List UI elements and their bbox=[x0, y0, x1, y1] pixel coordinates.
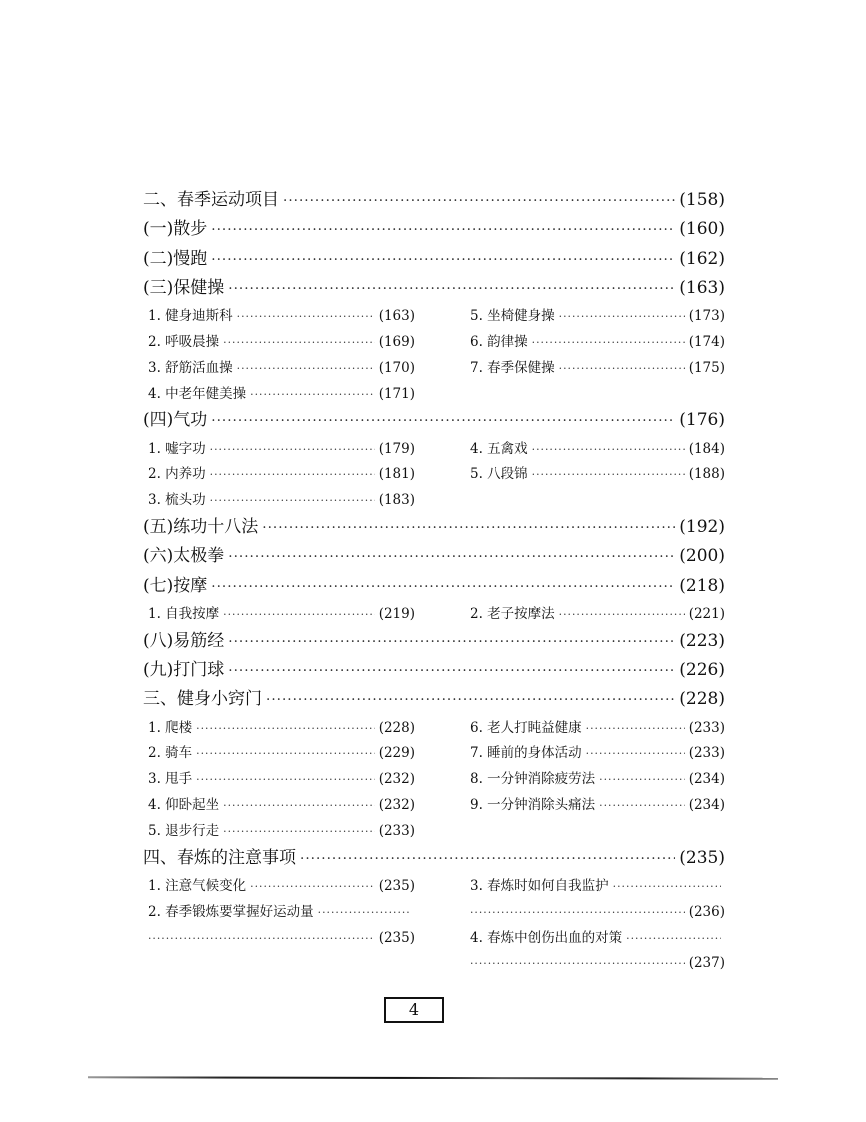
toc-page-number: (183) bbox=[378, 492, 415, 509]
toc-subitem-title: 2. 呼吸晨操 bbox=[148, 333, 220, 350]
toc-subitem-continuation[interactable] bbox=[148, 925, 415, 951]
toc-section-title: 四、春炼的注意事项 bbox=[143, 847, 296, 868]
toc-subitem-title: 6. 韵律操 bbox=[470, 333, 528, 350]
leader-dots bbox=[196, 716, 375, 741]
toc-subitem-title: 4. 仰卧起坐 bbox=[148, 797, 220, 814]
toc-page-number: (226) bbox=[679, 660, 725, 681]
toc-page-number: (184) bbox=[688, 440, 725, 457]
toc-subitem-title: 1. 注意气候变化 bbox=[148, 877, 247, 894]
toc-subitem[interactable] bbox=[148, 487, 415, 513]
toc-subitem[interactable] bbox=[148, 355, 415, 381]
leader-dots bbox=[211, 573, 675, 601]
leader-dots bbox=[228, 657, 675, 685]
leader-dots bbox=[586, 716, 685, 741]
toc-subitem[interactable] bbox=[148, 899, 415, 925]
leader-dots bbox=[599, 767, 685, 792]
toc-section[interactable] bbox=[143, 186, 725, 215]
toc-section[interactable] bbox=[143, 685, 725, 714]
leader-dots bbox=[470, 900, 685, 925]
table-of-contents bbox=[143, 186, 725, 976]
toc-page-number: (181) bbox=[378, 466, 415, 483]
leader-dots bbox=[532, 462, 685, 487]
toc-section[interactable] bbox=[143, 844, 725, 873]
toc-section-title: (七)按摩 bbox=[143, 575, 208, 596]
toc-page-number: (192) bbox=[679, 517, 725, 538]
toc-page-number: (160) bbox=[679, 219, 725, 240]
leader-dots bbox=[283, 187, 675, 215]
leader-dots bbox=[196, 767, 375, 792]
toc-page-number: (236) bbox=[688, 903, 725, 920]
leader-dots bbox=[586, 741, 685, 766]
toc-subitem[interactable] bbox=[148, 818, 415, 844]
toc-page-number: (179) bbox=[378, 440, 415, 457]
leader-dots bbox=[228, 543, 675, 571]
toc-subitem[interactable] bbox=[148, 740, 415, 766]
toc-subitem-title: 3. 舒筋活血操 bbox=[148, 359, 233, 376]
toc-subitem[interactable] bbox=[148, 436, 415, 462]
toc-subitem-title: 2. 老子按摩法 bbox=[470, 605, 555, 622]
toc-page-number: (163) bbox=[679, 277, 725, 298]
toc-page-number: (218) bbox=[679, 575, 725, 596]
toc-subitem[interactable] bbox=[148, 766, 415, 792]
toc-subitem[interactable] bbox=[470, 303, 725, 329]
leader-dots bbox=[613, 874, 721, 899]
leader-dots bbox=[210, 437, 375, 462]
toc-section[interactable] bbox=[143, 542, 725, 571]
toc-subitem-title: 2. 春季锻炼要掌握好运动量 bbox=[148, 903, 314, 920]
toc-section-title: (六)太极拳 bbox=[143, 546, 225, 567]
toc-subitem[interactable] bbox=[148, 715, 415, 741]
toc-page-number: (175) bbox=[688, 359, 725, 376]
leader-dots bbox=[211, 407, 675, 435]
leader-dots bbox=[211, 216, 675, 244]
toc-subitem[interactable] bbox=[148, 601, 415, 627]
toc-subitem-title: 5. 八段锦 bbox=[470, 466, 528, 483]
leader-dots bbox=[300, 845, 675, 873]
leader-dots bbox=[228, 275, 675, 303]
toc-subitem[interactable] bbox=[470, 925, 725, 951]
leader-dots bbox=[599, 793, 685, 818]
toc-subitems-baojiancao bbox=[143, 303, 725, 406]
toc-subitem-continuation[interactable] bbox=[470, 899, 725, 925]
toc-subitem-title: 4. 中老年健美操 bbox=[148, 385, 247, 402]
toc-page-number: (173) bbox=[688, 308, 725, 325]
toc-page-number: (232) bbox=[378, 771, 415, 788]
toc-page-number: (200) bbox=[679, 546, 725, 567]
leader-dots bbox=[266, 686, 675, 714]
toc-subitem[interactable] bbox=[148, 792, 415, 818]
toc-subitem[interactable] bbox=[470, 715, 725, 741]
toc-page-number: (158) bbox=[679, 190, 725, 210]
toc-subitem-title: 9. 一分钟消除头痛法 bbox=[470, 797, 596, 814]
toc-subitem-title: 4. 五禽戏 bbox=[470, 440, 528, 457]
leader-dots bbox=[223, 602, 375, 627]
leader-dots bbox=[250, 382, 375, 407]
toc-page-number: (233) bbox=[688, 745, 725, 762]
leader-dots bbox=[196, 741, 375, 766]
toc-subitems-qigong bbox=[143, 436, 725, 513]
toc-section[interactable] bbox=[143, 627, 725, 656]
toc-section[interactable] bbox=[143, 215, 725, 244]
toc-subitem[interactable] bbox=[148, 873, 415, 899]
toc-subitem[interactable] bbox=[148, 329, 415, 355]
toc-subitems-anmo bbox=[143, 601, 725, 627]
toc-page-number: (234) bbox=[688, 771, 725, 788]
leader-dots bbox=[228, 628, 675, 656]
toc-subitem-title: 3. 甩手 bbox=[148, 771, 193, 788]
leader-dots bbox=[250, 874, 375, 899]
toc-subitem-title: 7. 睡前的身体活动 bbox=[470, 745, 582, 762]
toc-page-number: (235) bbox=[679, 847, 725, 868]
toc-page-number: (228) bbox=[378, 719, 415, 736]
leader-dots bbox=[237, 356, 375, 381]
toc-page-number: (170) bbox=[378, 359, 415, 376]
toc-page-number: (219) bbox=[378, 605, 415, 622]
toc-subitem[interactable] bbox=[470, 601, 725, 627]
toc-subitem[interactable] bbox=[470, 873, 725, 899]
leader-dots bbox=[223, 330, 375, 355]
toc-page-number: (234) bbox=[688, 797, 725, 814]
toc-subitem-title: 8. 一分钟消除疲劳法 bbox=[470, 771, 596, 788]
leader-dots bbox=[318, 900, 411, 925]
toc-subitem[interactable] bbox=[470, 740, 725, 766]
toc-section-title: (四)气功 bbox=[143, 410, 208, 431]
toc-subitem-title: 3. 梳头功 bbox=[148, 492, 206, 509]
toc-subitem[interactable] bbox=[470, 766, 725, 792]
toc-subitem[interactable] bbox=[148, 381, 415, 407]
leader-dots bbox=[559, 602, 685, 627]
toc-subitem[interactable] bbox=[470, 436, 725, 462]
toc-page-number: (171) bbox=[378, 385, 415, 402]
toc-subitem-title: 2. 骑车 bbox=[148, 745, 193, 762]
toc-section[interactable] bbox=[143, 513, 725, 542]
leader-dots bbox=[237, 304, 375, 329]
toc-section[interactable] bbox=[143, 572, 725, 601]
toc-section-title: 三、健身小窍门 bbox=[143, 689, 262, 710]
leader-dots bbox=[470, 951, 685, 976]
toc-subitem[interactable] bbox=[470, 461, 725, 487]
toc-section-title: (九)打门球 bbox=[143, 660, 225, 681]
toc-subitem-title: 6. 老人打盹益健康 bbox=[470, 719, 582, 736]
toc-subitem-continuation[interactable] bbox=[470, 950, 725, 976]
toc-page-number: (235) bbox=[378, 929, 415, 946]
toc-page-number: (162) bbox=[679, 248, 725, 269]
toc-page-number: (174) bbox=[688, 333, 725, 350]
toc-page-number: (229) bbox=[378, 745, 415, 762]
toc-section-title: (二)慢跑 bbox=[143, 248, 208, 269]
leader-dots bbox=[223, 793, 375, 818]
toc-subitem[interactable] bbox=[470, 355, 725, 381]
toc-page-number: (232) bbox=[378, 797, 415, 814]
toc-page-number: (233) bbox=[688, 719, 725, 736]
scan-edge-line bbox=[88, 1076, 778, 1079]
toc-subitem-title: 2. 内养功 bbox=[148, 466, 206, 483]
toc-section[interactable] bbox=[143, 406, 725, 435]
toc-page-number: (223) bbox=[679, 630, 725, 651]
leader-dots bbox=[532, 330, 685, 355]
toc-page-number: (176) bbox=[679, 410, 725, 431]
leader-dots bbox=[559, 356, 685, 381]
toc-subitem-title: 7. 春季保健操 bbox=[470, 359, 555, 376]
toc-section-title: (五)练功十八法 bbox=[143, 517, 259, 538]
toc-page-number: (228) bbox=[679, 689, 725, 710]
toc-section-title: (八)易筋经 bbox=[143, 630, 225, 651]
leader-dots bbox=[210, 462, 375, 487]
toc-section-title: 二、春季运动项目 bbox=[143, 190, 279, 210]
toc-page-number: (163) bbox=[378, 308, 415, 325]
leader-dots bbox=[532, 437, 685, 462]
toc-subitem[interactable] bbox=[148, 461, 415, 487]
toc-section[interactable] bbox=[143, 656, 725, 685]
toc-subitems-zhuyi bbox=[143, 873, 725, 976]
page-number-box: 4 bbox=[384, 997, 444, 1023]
toc-subitem-title: 4. 春炼中创伤出血的对策 bbox=[470, 929, 623, 946]
toc-subitems-qiaomen bbox=[143, 715, 725, 844]
toc-section-title: (三)保健操 bbox=[143, 277, 225, 298]
leader-dots bbox=[262, 514, 675, 542]
toc-subitem-title: 5. 坐椅健身操 bbox=[470, 308, 555, 325]
toc-page-number: (188) bbox=[688, 466, 725, 483]
toc-page-number: (221) bbox=[688, 605, 725, 622]
toc-page-number: (233) bbox=[378, 822, 415, 839]
leader-dots bbox=[223, 819, 375, 844]
leader-dots bbox=[148, 926, 375, 951]
leader-dots bbox=[211, 246, 675, 274]
toc-subitem-title: 1. 爬楼 bbox=[148, 719, 193, 736]
toc-page-number: (169) bbox=[378, 333, 415, 350]
toc-subitem[interactable] bbox=[470, 329, 725, 355]
toc-subitem-title: 1. 健身迪斯科 bbox=[148, 308, 233, 325]
leader-dots bbox=[626, 926, 721, 951]
toc-subitem-title: 1. 嘘字功 bbox=[148, 440, 206, 457]
toc-page-number: (237) bbox=[688, 955, 725, 972]
toc-subitem[interactable] bbox=[470, 792, 725, 818]
leader-dots bbox=[210, 488, 375, 513]
toc-section[interactable] bbox=[143, 245, 725, 274]
toc-subitem-title: 3. 春炼时如何自我监护 bbox=[470, 877, 609, 894]
toc-page-number: (235) bbox=[378, 877, 415, 894]
toc-subitem-title: 1. 自我按摩 bbox=[148, 605, 220, 622]
toc-section[interactable] bbox=[143, 274, 725, 303]
toc-section-title: (一)散步 bbox=[143, 219, 208, 240]
toc-subitem-title: 5. 退步行走 bbox=[148, 822, 220, 839]
toc-subitem[interactable] bbox=[148, 303, 415, 329]
leader-dots bbox=[559, 304, 685, 329]
